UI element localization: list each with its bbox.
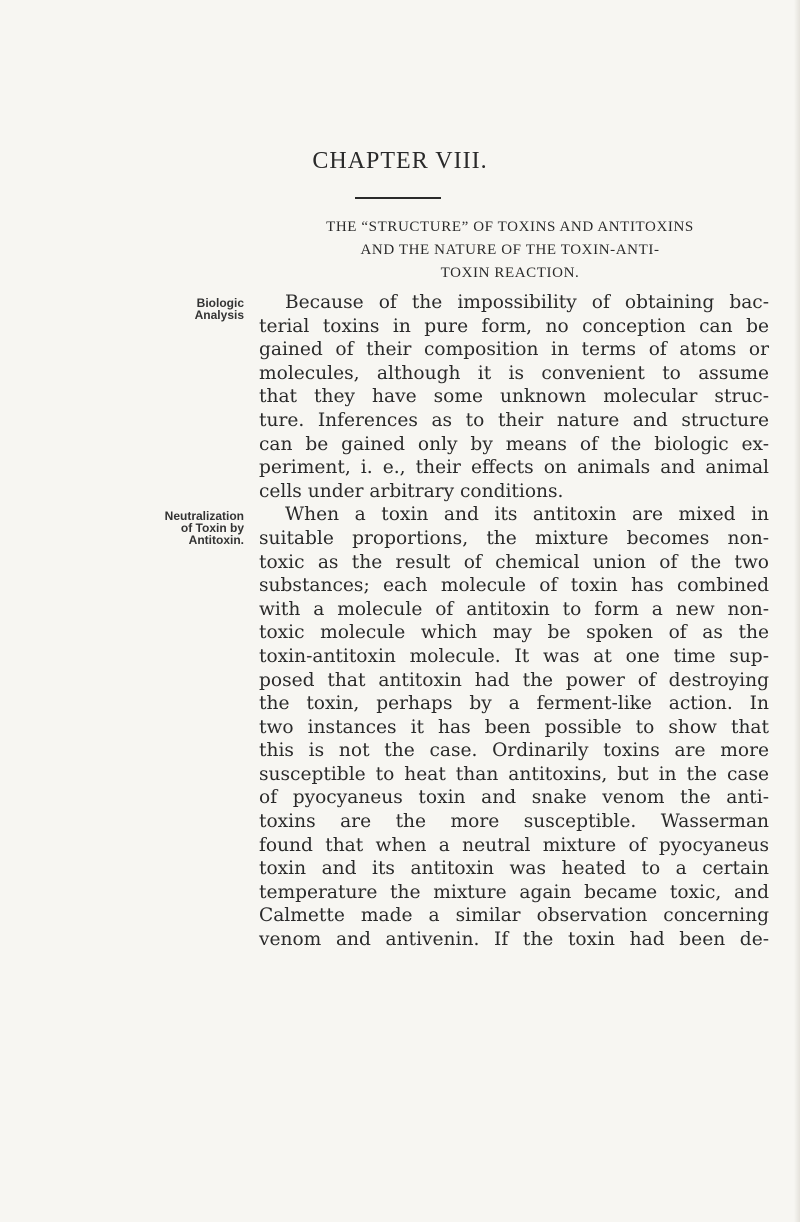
body-line: this is not the case. Ordinarily toxins are more <box>259 740 769 762</box>
body-line: terial toxins in pure form, no conception can be <box>259 315 769 337</box>
body-line: susceptible to heat than antitoxins, but in the case <box>259 763 769 785</box>
sidenote-biologic-analysis <box>150 297 244 321</box>
section-title-line: AND THE NATURE OF THE TOXIN-ANTI- <box>360 242 660 258</box>
body-line: toxin and its antitoxin was heated to a certain <box>259 858 769 880</box>
body-line: that they have some unknown molecular struc- <box>259 386 769 408</box>
body-line: venom and antivenin. If the toxin had been de- <box>259 929 769 951</box>
body-line: with a molecule of antitoxin to form a new non- <box>259 598 769 620</box>
body-line: suitable proportions, the mixture becomes non- <box>259 527 769 549</box>
body-line: Because of the impossibility of obtaining bac- <box>285 292 769 313</box>
sidenote-neutralization <box>140 510 244 546</box>
sidenote-line: Analysis <box>194 308 244 322</box>
body-line: gained of their composition in terms of atoms or <box>259 339 769 361</box>
sidenote-line: Biologic <box>196 296 244 310</box>
section-title <box>248 216 772 285</box>
body-line: ture. Inferences as to their nature and structure <box>259 409 769 431</box>
body-text <box>259 291 769 952</box>
body-line: of pyocyaneus toxin and snake venom the anti- <box>259 787 769 809</box>
body-line: two instances it has been possible to show that <box>259 716 769 738</box>
body-line: periment, i. e., their effects on animals and animal <box>259 457 769 479</box>
body-line: toxin-antitoxin molecule. It was at one time sup- <box>259 645 769 667</box>
body-line: molecules, although it is convenient to assume <box>259 362 769 384</box>
body-line: substances; each molecule of toxin has combined <box>259 575 769 597</box>
heading-rule <box>355 197 441 199</box>
body-line: When a toxin and its antitoxin are mixed in <box>285 504 769 526</box>
sidenote-line: of Toxin by <box>180 521 244 535</box>
body-line: found that when a neutral mixture of pyocyaneus <box>259 834 769 856</box>
sidenote-line: Neutralization <box>164 509 244 523</box>
body-line: toxic as the result of chemical union of the two <box>259 551 769 573</box>
body-line: can be gained only by means of the biologic ex- <box>259 433 769 455</box>
body-line: toxic molecule which may be spoken of as the <box>259 622 769 644</box>
sidenote-line: Antitoxin. <box>188 533 244 547</box>
body-line: toxins are the more susceptible. Wasserman <box>259 811 769 833</box>
page-edge-shadow <box>794 0 800 1222</box>
body-line: Calmette made a similar observation concerning <box>259 905 769 927</box>
section-title-line: THE “STRUCTURE” OF TOXINS AND ANTITOXINS <box>326 219 694 235</box>
section-title-line: TOXIN REACTION. <box>440 265 580 281</box>
body-line: temperature the mixture again became toxic, and <box>259 881 769 903</box>
chapter-heading: CHAPTER VIII. <box>312 148 488 174</box>
body-line: cells under arbitrary conditions. <box>259 480 564 502</box>
body-line: the toxin, perhaps by a ferment-like action. In <box>259 693 769 715</box>
body-line: posed that antitoxin had the power of destroying <box>259 669 769 691</box>
